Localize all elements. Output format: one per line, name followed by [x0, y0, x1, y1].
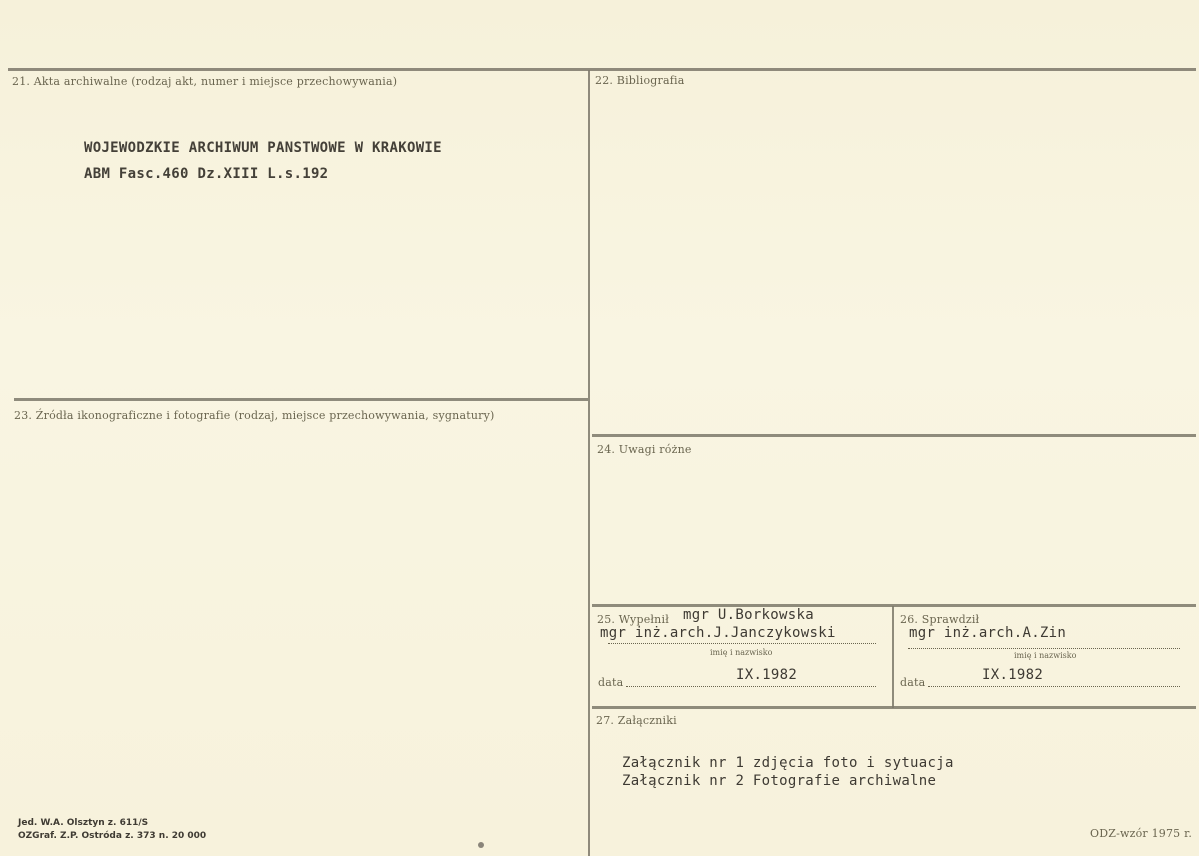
- section-21-label: 21. Akta archiwalne (rodzaj akt, numer i miejsce przechowywania): [12, 75, 398, 88]
- divider-25-26: [892, 606, 894, 708]
- center-divider: [588, 70, 590, 856]
- section-24-label: 24. Uwagi różne: [597, 443, 692, 456]
- filled-by-name-line: [608, 643, 876, 644]
- top-rule: [8, 68, 1196, 71]
- section-26-label: 26. Sprawdził: [900, 613, 980, 626]
- filled-by-date-line: [626, 686, 876, 687]
- rule-22-24: [592, 434, 1196, 437]
- section-27-label: 27. Załączniki: [596, 714, 677, 727]
- punch-dot: [478, 842, 484, 848]
- attachment-2: Załącznik nr 2 Fotografie archiwalne: [622, 773, 937, 789]
- checked-by-date-value: IX.1982: [982, 667, 1044, 683]
- printer-line-2: OZGraf. Z.P. Ostróda z. 373 n. 20 000: [18, 831, 207, 841]
- attachment-1: Załącznik nr 1 zdjęcia foto i sytuacja: [622, 755, 954, 771]
- rule-25-27: [592, 706, 1196, 709]
- filled-by-name-caption: imię i nazwisko: [710, 648, 773, 657]
- checked-by-date-line: [928, 686, 1180, 687]
- filled-by-date-label: data: [598, 676, 624, 689]
- section-22-label: 22. Bibliografia: [595, 74, 685, 87]
- section-23-label: 23. Źródła ikonograficzne i fotografie (rodzaj, miejsce przechowywania, sygnatury): [14, 409, 495, 422]
- checked-by-name: mgr inż.arch.A.Zin: [909, 625, 1067, 641]
- rule-21-23: [14, 398, 588, 401]
- checked-by-name-caption: imię i nazwisko: [1014, 651, 1077, 660]
- filled-by-name-1: mgr U.Borkowska: [683, 607, 814, 623]
- archive-reference: ABM Fasc.460 Dz.XIII L.s.192: [84, 166, 329, 182]
- checked-by-date-label: data: [900, 676, 926, 689]
- filled-by-date-value: IX.1982: [736, 667, 798, 683]
- checked-by-name-line: [908, 648, 1180, 649]
- printer-line-1: Jed. W.A. Olsztyn z. 611/S: [18, 818, 149, 828]
- section-25-label: 25. Wypełnił: [597, 613, 669, 626]
- archive-name: WOJEWODZKIE ARCHIWUM PANSTWOWE W KRAKOWIE: [84, 140, 442, 156]
- filled-by-name-2: mgr inż.arch.J.Janczykowski: [600, 625, 836, 641]
- form-template-id: ODZ-wzór 1975 r.: [1090, 827, 1193, 840]
